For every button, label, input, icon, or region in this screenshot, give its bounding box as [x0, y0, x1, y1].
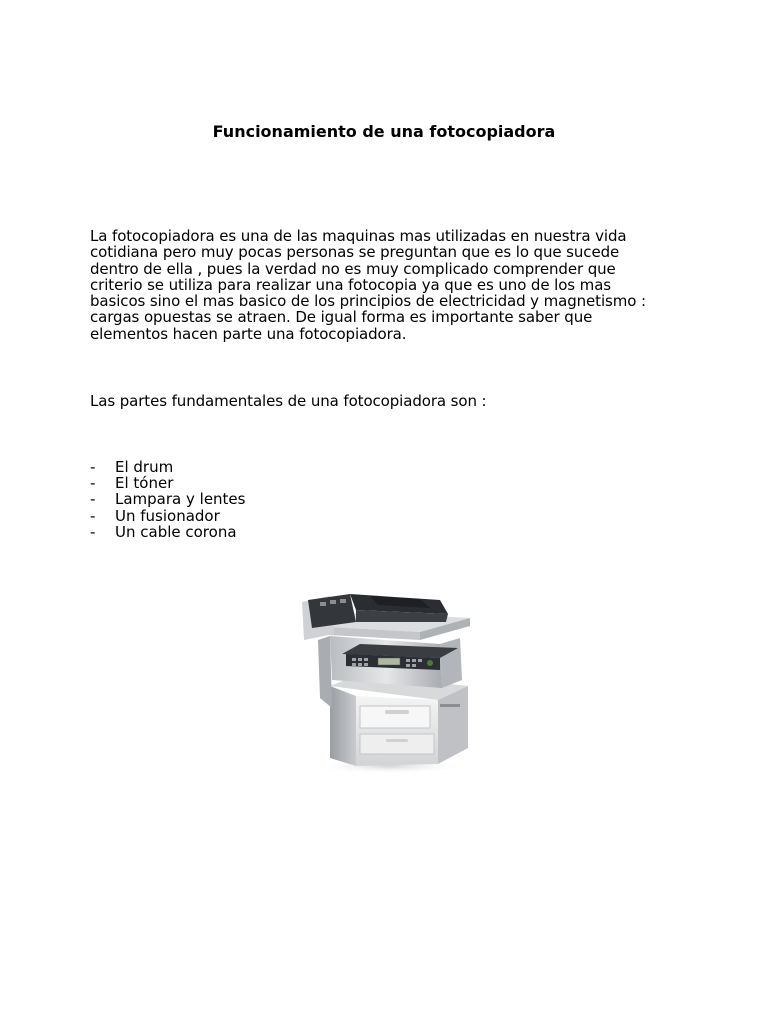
- intro-paragraph: [90, 228, 690, 342]
- list-item: [90, 508, 245, 524]
- intro-line: criterio se utiliza para realizar una fotocopia ya que es uno de los mas: [90, 275, 612, 294]
- list-marker: -: [90, 506, 96, 525]
- list-item-text: Lampara y lentes: [115, 490, 246, 509]
- list-marker: -: [90, 522, 96, 541]
- intro-line: cotidiana pero muy pocas personas se preguntan que es lo que sucede: [90, 243, 620, 262]
- list-item: [90, 491, 245, 507]
- document-title: Funcionamiento de una fotocopiadora: [212, 122, 556, 141]
- list-item-text: El tóner: [115, 474, 174, 493]
- intro-line: La fotocopiadora es una de las maquinas mas utilizadas en nuestra vida: [90, 227, 627, 245]
- list-item-text: El drum: [115, 458, 174, 476]
- photocopier-image: [290, 588, 475, 778]
- parts-heading: Las partes fundamentales de una fotocopiadora son :: [90, 392, 487, 410]
- list-item-text: Un cable corona: [115, 522, 237, 541]
- list-item: [90, 475, 245, 491]
- intro-line: basicos sino el mas basico de los principios de electricidad y magnetismo :: [90, 292, 646, 311]
- list-item: [90, 524, 245, 540]
- list-marker: -: [90, 474, 96, 493]
- intro-line: cargas opuestas se atraen. De igual forma es importante saber que: [90, 308, 593, 327]
- list-item-text: Un fusionador: [115, 506, 220, 525]
- intro-line: dentro de ella , pues la verdad no es muy complicado comprender que: [90, 259, 616, 278]
- parts-list: [90, 459, 245, 540]
- list-marker: -: [90, 458, 96, 476]
- list-item: [90, 459, 245, 475]
- intro-line: elementos hacen parte una fotocopiadora.: [90, 324, 407, 343]
- list-marker: -: [90, 490, 96, 509]
